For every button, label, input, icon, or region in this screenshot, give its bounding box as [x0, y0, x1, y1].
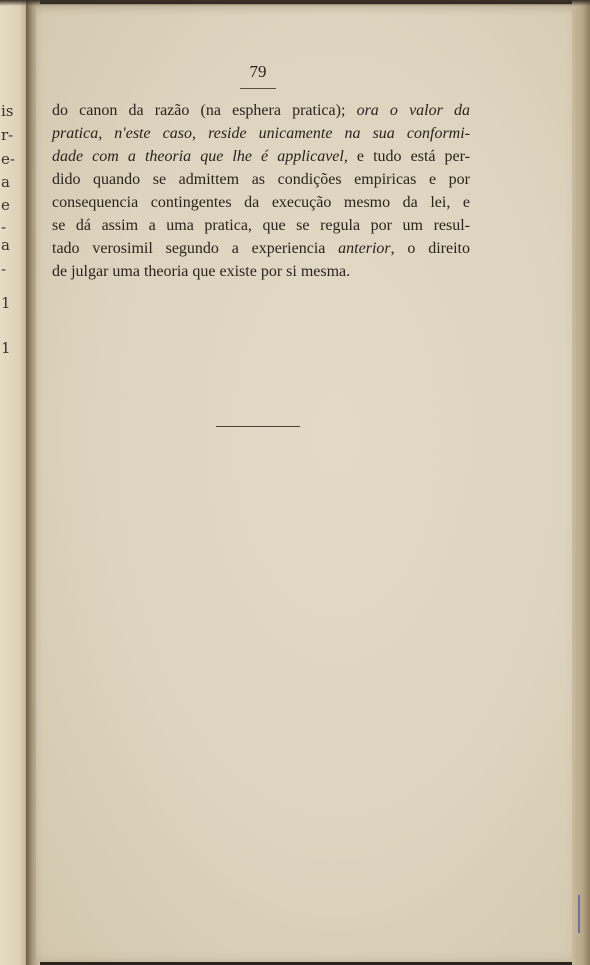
section-end-rule — [216, 426, 300, 427]
text-run: , o direito — [390, 240, 471, 257]
text-run: se dá assim a uma pratica, que se regula por um resul- — [52, 217, 470, 234]
prev-page-fragment: - — [1, 260, 7, 278]
text-line — [52, 214, 470, 237]
page-number-rule — [240, 88, 276, 89]
text-line — [52, 260, 470, 283]
prev-page-fragment: a — [1, 173, 10, 191]
italic-run: ora o valor da — [356, 102, 471, 119]
text-run: consequencia contingentes da execução mesmo da lei, e — [52, 194, 470, 211]
text-run: dido quando se admittem as condições empiricas e por — [52, 171, 470, 188]
italic-run: dade com a theoria que lhe é applicavel, — [52, 148, 348, 165]
italic-run: anterior — [338, 240, 391, 257]
prev-page-fragment: is — [1, 102, 14, 120]
library-stamp-mark — [578, 895, 590, 933]
text-run: de julgar uma theoria que existe por si mesma. — [52, 263, 351, 280]
prev-page-fragment: e — [1, 196, 10, 214]
body-paragraph — [52, 99, 470, 283]
prev-page-fragment: 1 — [1, 339, 11, 357]
page-top-edge — [0, 0, 590, 6]
prev-page-fragment: 1 — [1, 294, 11, 312]
previous-page-edge — [0, 0, 28, 965]
prev-page-fragment: a — [1, 236, 10, 254]
text-line — [52, 122, 470, 145]
text-run: do canon da razão (na esphera pratica); — [52, 102, 357, 119]
page-right-edge — [572, 0, 590, 965]
prev-page-fragment: r- — [1, 126, 14, 144]
italic-run: pratica, n'este caso, reside unicamente na sua conformi- — [52, 125, 470, 142]
text-line — [52, 237, 470, 260]
text-line — [52, 145, 470, 168]
page-number: 79 — [249, 62, 267, 81]
prev-page-fragment: e- — [1, 150, 15, 168]
text-run: e tudo está per- — [347, 148, 470, 165]
text-line — [52, 191, 470, 214]
text-line — [52, 168, 470, 191]
text-run: tado verosimil segundo a experiencia — [52, 240, 339, 257]
text-line — [52, 99, 470, 122]
prev-page-fragment: - — [1, 218, 7, 236]
